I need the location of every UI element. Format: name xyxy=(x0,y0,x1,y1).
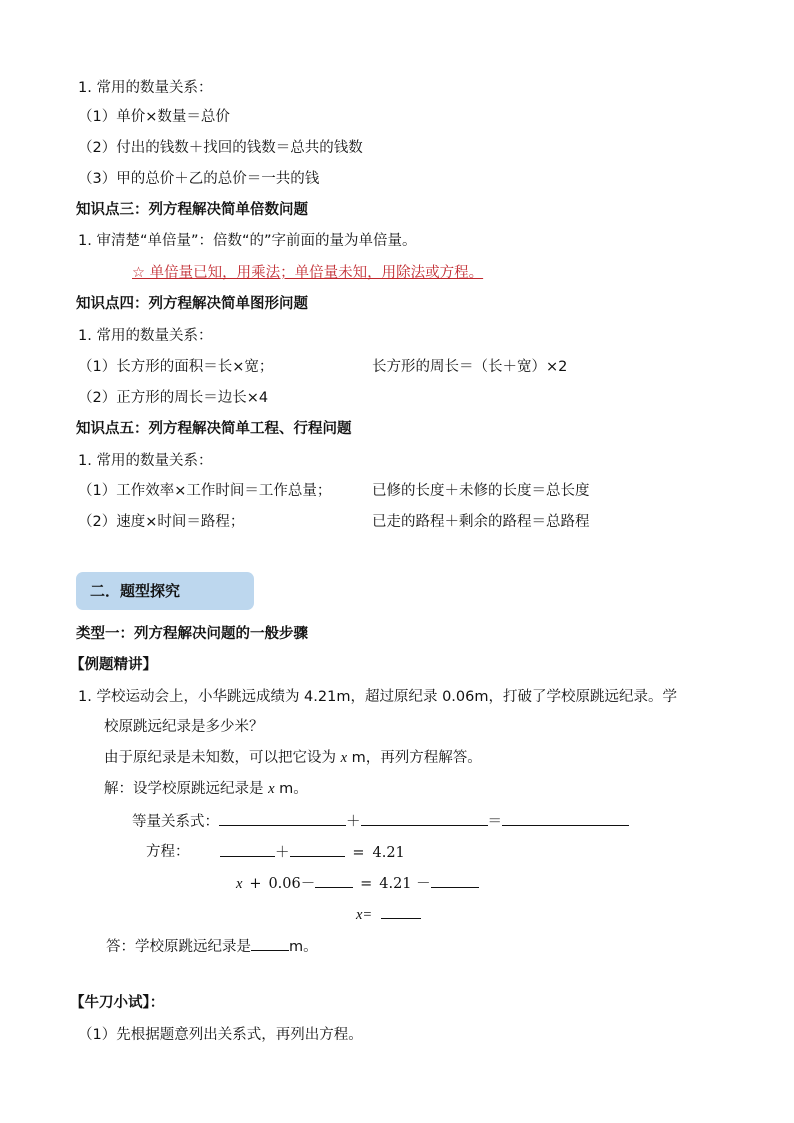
relation-plus: ＋ xyxy=(346,814,361,830)
question-line-2: 校原跳远纪录是多少米？ xyxy=(104,719,264,735)
step-rhs: 4.21 － xyxy=(379,876,431,892)
result-line xyxy=(356,904,421,925)
solution-line xyxy=(104,779,308,799)
example-label: 【例题精讲】 xyxy=(70,657,157,673)
relation-blank-2[interactable] xyxy=(361,811,488,826)
result-label: x= xyxy=(356,907,373,923)
kp4-relation-1-right: 长方形的周长＝（长＋宽）×2 xyxy=(372,359,568,375)
answer-prefix: 答：学校原跳远纪录是 xyxy=(106,939,251,955)
step-blank-2[interactable] xyxy=(431,873,479,888)
equation-equals: = xyxy=(352,845,365,861)
relation-item-1: （1）单价×数量＝总价 xyxy=(78,109,230,125)
section-header-box xyxy=(76,572,254,610)
equation-plus: ＋ xyxy=(275,845,290,861)
hint-prefix: 由于原纪录是未知数，可以把它设为 xyxy=(104,750,341,766)
step-variable: x xyxy=(236,876,243,892)
step-plus: + xyxy=(249,876,262,892)
kp5-heading: 1. 常用的数量关系： xyxy=(78,453,213,469)
step-blank-1[interactable] xyxy=(315,873,353,888)
relation-blank-1[interactable] xyxy=(219,811,346,826)
relation-blank-3[interactable] xyxy=(502,811,629,826)
kp5-relation-1-left: （1）工作效率×工作时间＝工作总量； xyxy=(78,483,332,499)
hint-line xyxy=(104,748,482,768)
kp4-heading: 1. 常用的数量关系： xyxy=(78,328,213,344)
relation-item-3: （3）甲的总价＋乙的总价＝一共的钱 xyxy=(78,171,320,187)
type1-title: 类型一：列方程解决问题的一般步骤 xyxy=(76,626,308,642)
relation-equals: ＝ xyxy=(487,814,502,830)
equation-blank-2[interactable] xyxy=(290,842,345,857)
question-line-1: 1. 学校运动会上，小华跳远成绩为 4.21m，超过原纪录 0.06m，打破了学校原跳远纪录。学 xyxy=(78,689,677,705)
solution-variable: x xyxy=(268,781,275,797)
answer-line xyxy=(106,936,318,957)
kp3-note: ☆ 单倍量已知，用乘法；单倍量未知，用除法或方程。 xyxy=(132,265,484,281)
hint-suffix: m，再列方程解答。 xyxy=(347,750,482,766)
section-title: 二．题型探究 xyxy=(90,582,181,600)
answer-suffix: m。 xyxy=(289,939,318,955)
equation-label: 方程： xyxy=(146,844,190,860)
relation-item-2: （2）付出的钱数＋找回的钱数＝总共的钱数 xyxy=(78,140,363,156)
equation-value: 4.21 xyxy=(372,845,405,861)
kp4-title: 知识点四：列方程解决简单图形问题 xyxy=(76,296,308,312)
kp5-title: 知识点五：列方程解决简单工程、行程问题 xyxy=(76,421,352,437)
kp4-relation-1-left: （1）长方形的面积＝长×宽； xyxy=(78,359,274,375)
step-equals: = xyxy=(360,876,373,892)
kp5-relation-2-right: 已走的路程＋剩余的路程＝总路程 xyxy=(372,514,590,530)
solution-prefix: 解：设学校原跳远纪录是 xyxy=(104,781,269,797)
try-question-1: （1）先根据题意列出关系式，再列出方程。 xyxy=(78,1027,363,1043)
kp3-line1: 1. 审清楚“单倍量”：倍数“的”字前面的量为单倍量。 xyxy=(78,233,417,249)
kp4-relation-2: （2）正方形的周长＝边长×4 xyxy=(78,390,269,406)
hint-variable: x xyxy=(340,750,348,766)
equation-line xyxy=(220,842,405,863)
equation-blank-1[interactable] xyxy=(220,842,275,857)
try-label: 【牛刀小试】： xyxy=(70,995,165,1011)
answer-blank[interactable] xyxy=(251,936,289,951)
kp3-title: 知识点三：列方程解决简单倍数问题 xyxy=(76,202,308,218)
kp5-relation-1-right: 已修的长度＋未修的长度＝总长度 xyxy=(372,483,590,499)
solving-step-line xyxy=(236,873,479,894)
relations-heading: 1. 常用的数量关系： xyxy=(78,80,213,96)
step-number: 0.06－ xyxy=(268,876,316,892)
result-blank[interactable] xyxy=(381,904,421,919)
solution-suffix: m。 xyxy=(274,781,308,797)
relation-label: 等量关系式： xyxy=(132,814,219,830)
relation-formula-line xyxy=(132,811,629,832)
kp5-relation-2-left: （2）速度×时间＝路程； xyxy=(78,514,245,530)
